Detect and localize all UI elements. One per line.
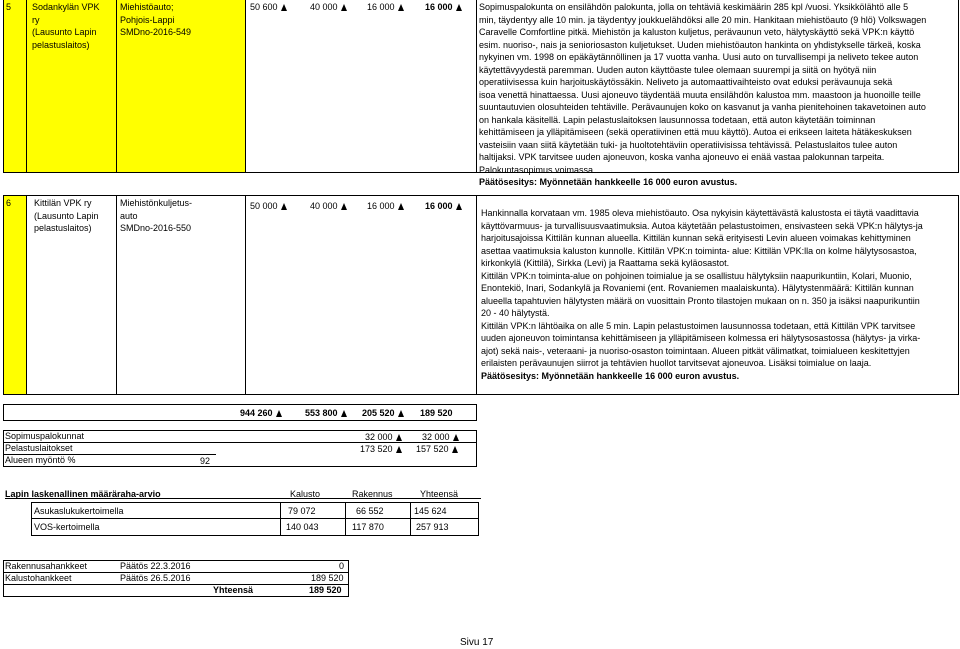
- divider: [280, 502, 281, 536]
- row5-text-line: esim. nuoriso-, nais ja senioriosaston kuljetukset. Uuden miehistöauton hankinta on yhdistykselle tärkeä, koska: [479, 39, 921, 50]
- row5-applicant-line: ry: [32, 14, 40, 25]
- row6-applicant: [34, 197, 99, 235]
- summary2-header-label: Kalusto: [290, 489, 321, 499]
- triangle-icon: [281, 203, 287, 210]
- triangle-icon: [396, 434, 402, 441]
- row6-project: [120, 197, 192, 235]
- triangle-icon: [452, 446, 458, 453]
- divider: [410, 502, 411, 536]
- summary3-value: 189 520: [311, 573, 344, 583]
- summary3-label: Rakennusahankkeet: [5, 561, 88, 571]
- row6-project-line: auto: [120, 210, 138, 221]
- summary2-header-label: Yhteensä: [420, 489, 459, 499]
- row6-value: 16 000: [425, 200, 462, 212]
- summary1-value: 173 520: [360, 443, 402, 455]
- row6-text-line: asettaa vaatimuksia kaluston kunnolle. Kittilän VPK:n toiminta- alue: Kittilän VPK:lla on kolme hälytysosastoa,: [481, 245, 917, 256]
- row5-number-cell: [3, 0, 27, 173]
- row6-applicant-line: (Lausunto Lapin: [34, 210, 99, 221]
- row6-text-line: kirkonkylä (Kittilä), Sirkka (Levi) ja Raattama sekä kyläosastot.: [481, 258, 730, 268]
- triangle-icon: [341, 410, 347, 417]
- row5-text-line: käytettävyydestä paremman. Uuden auton käyttöaste tulee olemaan suurempi ja siitä on hyötyä niin: [479, 64, 877, 75]
- row6-value: 16 000: [367, 200, 404, 212]
- row5-description: [479, 1, 926, 189]
- triangle-icon: [341, 203, 347, 210]
- summary2-value: 140 043: [286, 522, 319, 532]
- row5-text-line: operatiivisessa kuin harjoituskäytössäkin. Neliveto ja automaattivaihteisto ovat eduksi perävaunuja sekä: [479, 77, 893, 87]
- summary1-label: Pelastuslaitokset: [5, 443, 73, 453]
- summary2-row-label: VOS-kertoimella: [34, 522, 100, 532]
- row6-applicant-line: Kittilän VPK ry: [34, 198, 92, 208]
- row6-number: 6: [6, 198, 12, 208]
- total-value: 205 520: [362, 407, 404, 419]
- row5-project-line: Miehistöauto;: [120, 2, 174, 12]
- row5-value: 50 600: [250, 1, 287, 13]
- row6-text-line: alueella tapahtuvien hälytysten määrä on vuosittain Pronto tilastojen mukaan on n. 350 ja isäksi naapurikuntiin: [481, 295, 920, 306]
- row5-text-line: kehittämiseen ja ylläpitämiseen (sekä operatiivinen että muu käyttö). Autoa ei erikseen laiteta hätäkeskuksen: [479, 127, 912, 137]
- triangle-icon: [396, 446, 402, 453]
- row6-applicant-line: pelastuslaitos): [34, 223, 92, 233]
- row5-value: 16 000: [367, 1, 404, 13]
- row5-project: [120, 1, 191, 39]
- summary2-header: [5, 498, 481, 499]
- row5-applicant-line: Sodankylän VPK: [32, 2, 100, 12]
- row6-text-line: käyttövarmuus- ja turvallisuusvaatimuksia. Autoa käytetään pelastustoimen, ensivasteen sekä VPK:n hälytys-ja: [481, 220, 923, 231]
- row6-description: [481, 207, 923, 382]
- triangle-icon: [456, 203, 462, 210]
- row6-text-line: Enontekiö, Inari, Sodankylä ja Rovaniemi (ent. Rovaniemen maalaiskunta). Hälytystenmäärä: Kittilän kunnan: [481, 283, 914, 293]
- triangle-icon: [341, 4, 347, 11]
- summary1-value: 157 520: [416, 443, 458, 455]
- triangle-icon: [276, 410, 282, 417]
- row5-applicant: [32, 1, 100, 51]
- summary3-total-label: Yhteensä: [213, 585, 254, 595]
- summary3-date: Päätös 22.3.2016: [120, 561, 191, 571]
- row6-value: 50 000: [250, 200, 287, 212]
- row5-value: 40 000: [310, 1, 347, 13]
- total-value: 944 260: [240, 407, 282, 419]
- row5-text-line: vasteisiin vaan siitä käytetään tuki- ja huoltotehtäviin operatiivisissa tehtävissä. Pelastuslaitos tulee auton: [479, 139, 898, 150]
- row6-text-line: erilaisten perävaunujen siirrot ja tehtävien huollot tarvitsevat ajoneuvoa. Lisäksi toimialue on laaja.: [481, 358, 872, 368]
- row5-decision: Päätösesitys: Myönnetään hankkeelle 16 000 euron avustus.: [479, 177, 738, 187]
- summary2-header-label: Rakennus: [352, 489, 393, 499]
- row5-text-line: haltijaksi. VPK tarvitsee uuden ajoneuvon, koska vanha ajoneuvo ei enää vastaa palokunnan tarpeita.: [479, 152, 885, 162]
- summary3-date: Päätös 26.5.2016: [120, 573, 191, 583]
- triangle-icon: [281, 4, 287, 11]
- row5-text-line: isoa venettä hinattaessa. Uusi ajoneuvo täydentää muuta ensilähdön kalustoa mm. maastoon ja huonoille teille: [479, 89, 921, 100]
- row5-value: 16 000: [425, 1, 462, 13]
- row6-text-line: harjoitusajoissa Kittilän kunnan alueella. Kittilän kunnan sekä erityisesti Levin alueen voimakas kehittyminen: [481, 233, 911, 243]
- triangle-icon: [453, 434, 459, 441]
- total-value: 189 520: [420, 408, 453, 418]
- summary2-value: 145 624: [414, 506, 447, 516]
- summary1-percent: 92: [200, 456, 211, 466]
- row6-value: 40 000: [310, 200, 347, 212]
- page-number: Sivu 17: [460, 637, 494, 648]
- row5-text-line: nykyinen vm. 1998 on epäkäytännöllinen ja 17 vuotta vanha. Uusi auto on turvallisempi ja neliveto tekee auton: [479, 52, 919, 62]
- row6-project-line: Miehistönkuljetus-: [120, 198, 193, 208]
- row6-project-line: SMDno-2016-550: [120, 223, 192, 233]
- summary3-label: Kalustohankkeet: [5, 573, 72, 583]
- divider: [31, 518, 479, 519]
- row6-text-line: uuden ajoneuvon toimintansa kehittämiseen ja ylläpitämiseen kolmessa eri hälytysosastossa (hälytys- ja virka-: [481, 333, 921, 343]
- row5-applicant-line: pelastuslaitos): [32, 39, 90, 50]
- row6-number-cell: [3, 195, 27, 395]
- summary2-value: 66 552: [356, 506, 384, 516]
- summary2-title: Lapin laskenallinen määräraha-arvio: [5, 489, 161, 499]
- triangle-icon: [456, 4, 462, 11]
- row6-text-line: Kittilän VPK:n lähtöaika on alle 5 min. Lapin pelastustoimen lausunnossa todetaan, että Kittilän VPK tarvitsee: [481, 320, 916, 331]
- row5-text-line: Caravelle Comfortline pitkä. Miehistön ja kaluston kuljetus, perävaunun veto, hälytyskäyttö sekä VPK:n käyttö: [479, 27, 915, 37]
- row5-number: 5: [6, 2, 12, 12]
- row5-text-line: Palokuntasopimus voimassa.: [479, 164, 596, 175]
- row6-values-cell: [245, 195, 477, 395]
- row6-text-line: ajot) sekä nais-, veteraani- ja nuoriso-osaston toimintaan. Alueen pitkät välimatkat, toimialueen keskitettyjen: [481, 345, 910, 356]
- summary2-value: 117 870: [352, 522, 384, 532]
- row5-text-line: on hankala käsitellä. Lapin pelastuslaitoksen lausunnossa todetaan, että auton käytetään toiminnan: [479, 114, 876, 125]
- row5-text-line: suuntautuvien olosuhteiden tehtäville. Perävaunujen koko on kasvanut ja vanha pienitehoinen takavetoinen auto: [479, 102, 926, 112]
- total-value: 553 800: [305, 407, 347, 419]
- triangle-icon: [398, 203, 404, 210]
- summary1-value: 32 000: [365, 431, 402, 443]
- summary2-row-label: Asukaslukukertoimella: [34, 506, 124, 516]
- row5-project-line: Pohjois-Lappi: [120, 14, 175, 25]
- summary1-label: Alueen myöntö %: [5, 455, 76, 465]
- row6-text-line: 20 - 40 hälytystä.: [481, 308, 550, 318]
- summary2-value: 79 072: [288, 506, 316, 516]
- triangle-icon: [398, 410, 404, 417]
- row6-decision: Päätösesitys: Myönnetään hankkeelle 16 000 euron avustus.: [481, 370, 740, 381]
- row5-applicant-line: (Lausunto Lapin: [32, 27, 97, 37]
- triangle-icon: [398, 4, 404, 11]
- summary1-value: 32 000: [422, 431, 459, 443]
- row5-project-line: SMDno-2016-549: [120, 27, 192, 37]
- row6-text-line: Kittilän VPK:n toiminta-alue on pohjoinen toimialue ja se osallistuu hälytyksiin naapurikuntiin, Kolari, Muonio,: [481, 270, 912, 281]
- summary3-total-value: 189 520: [309, 585, 342, 595]
- row5-values-cell: [245, 0, 477, 173]
- summary3-value: 0: [339, 561, 345, 571]
- divider: [345, 502, 346, 536]
- summary1-label: Sopimuspalokunnat: [5, 431, 85, 441]
- row5-text-line: min, täydentyy alle 10 min. ja täydentyy joukkuelähdöksi alle 20 min. Hankitaan miehistöauto (9 hlö) Volkswagen: [479, 14, 927, 25]
- row6-text-line: Hankinnalla korvataan vm. 1985 oleva miehistöauto. Osa nykyisin käytettävästä kalustosta ei täytä vaadittavia: [481, 208, 919, 218]
- summary2-value: 257 913: [416, 522, 449, 532]
- row5-text-line: Sopimuspalokunta on ensilähdön palokunta, jolla on tehtäviä keskimäärin 285 kpl /vuosi. Yksikkölähtö alle 5: [479, 2, 909, 12]
